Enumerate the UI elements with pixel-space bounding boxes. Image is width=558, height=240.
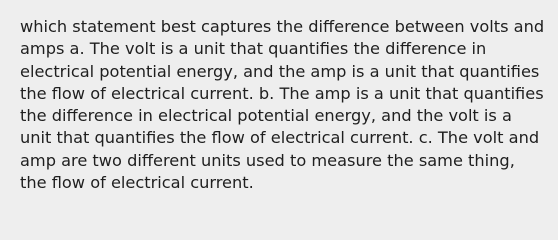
question-text: which statement best captures the difference between volts and amps a. The volt is a unit that quantifies the difference in electrical potential energy, and the amp is a unit that quantifies the flow of electrical current. b. The amp is a unit that quantifies the difference in electrical potential energy, and the volt is a unit that quantifies the flow of electrical current. c. The volt and amp are two different units used to measure the same thing, the flow of electrical current.: [20, 17, 545, 193]
